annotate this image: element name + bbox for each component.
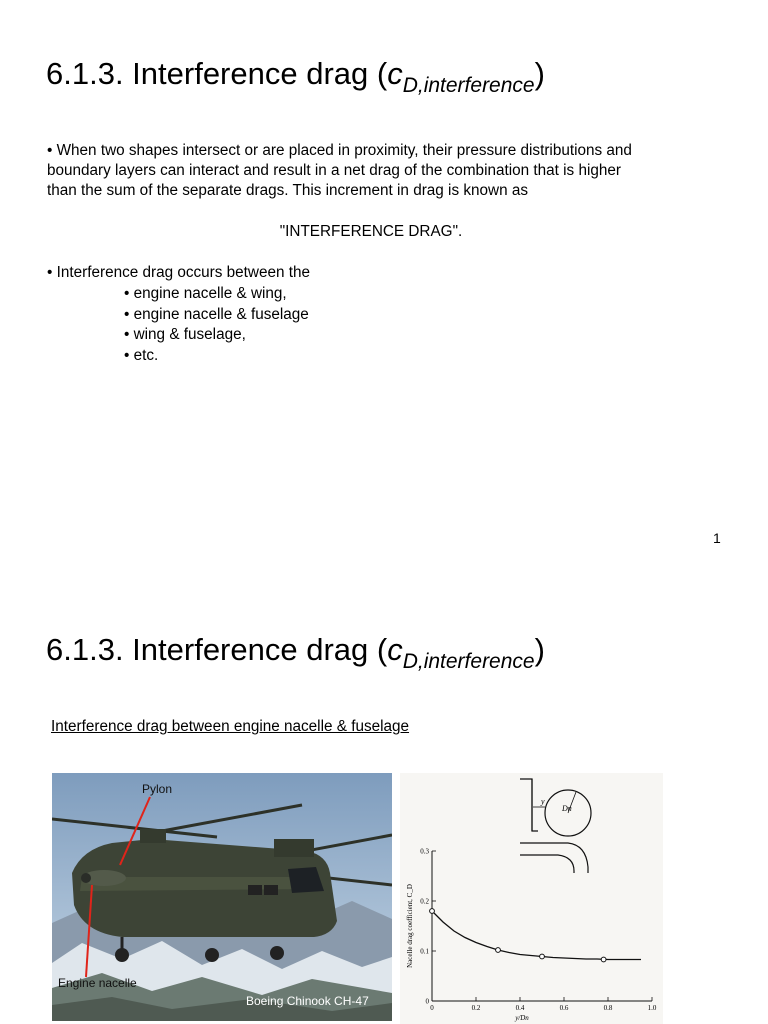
series-line: [432, 911, 641, 960]
title-suffix: ): [534, 56, 545, 91]
intro-line-3: than the sum of the separate drags. This increment in drag is known as: [47, 182, 528, 199]
y-tick-label: 0.2: [420, 897, 429, 906]
list-item: • engine nacelle & wing,: [124, 285, 287, 302]
x-tick-label: 0.2: [471, 1004, 481, 1012]
y-tick-label: 0.3: [420, 847, 429, 856]
x-axis-label: y/Dn: [515, 1014, 529, 1022]
interference-list: [124, 284, 309, 366]
title-subscript: D,interference: [402, 650, 535, 673]
chart-axes: [432, 851, 652, 1001]
nacelle-diagram: [520, 779, 591, 873]
intro-line-2: boundary layers can interact and result in a net drag of the combination that is higher: [47, 162, 621, 179]
y-axis-label: Nacelle drag coefficient, C_D: [406, 884, 414, 968]
data-point: [430, 909, 435, 914]
title-suffix: ): [534, 632, 545, 667]
nacelle-label: Engine nacelle: [58, 976, 137, 990]
page-number: 1: [713, 530, 721, 546]
y-tick-label: 0: [425, 997, 429, 1006]
diameter-label: Dn: [562, 804, 572, 813]
gap-label: y: [541, 797, 545, 806]
figure-caption: Interference drag between engine nacelle & fuselage: [51, 718, 410, 735]
list-item: • engine nacelle & fuselage: [124, 305, 309, 323]
pylon-label: Pylon: [142, 782, 173, 796]
x-tick-label: 0.6: [559, 1004, 569, 1012]
data-point: [601, 957, 606, 962]
slide-title: [46, 56, 545, 97]
x-tick-label: 1.0: [647, 1004, 657, 1012]
intro-line-1: • When two shapes intersect or are placed in proximity, their pressure distributions and: [47, 142, 632, 159]
emphasis-text: "INTERFERENCE DRAG".: [279, 223, 463, 240]
data-point: [496, 948, 501, 953]
title-subscript: D,interference: [402, 74, 535, 97]
title-symbol: c: [387, 56, 403, 91]
list-item: • etc.: [124, 346, 159, 364]
title-prefix: 6.1.3. Interference drag (: [46, 56, 388, 91]
y-tick-label: 0.1: [420, 947, 429, 956]
x-tick-label: 0.4: [515, 1004, 525, 1012]
chart-ticks: [420, 848, 657, 1013]
x-tick-label: 0.8: [603, 1004, 613, 1012]
aircraft-label: Boeing Chinook CH-47: [246, 994, 369, 1008]
x-tick-label: 0: [430, 1004, 434, 1012]
title-symbol: c: [387, 632, 403, 667]
helicopter-photo: [52, 773, 392, 1021]
data-point: [540, 954, 545, 959]
slide-title: [46, 632, 545, 673]
list-item: • wing & fuselage,: [124, 326, 246, 343]
nacelle-drag-chart: [400, 773, 663, 1024]
occurs-between-text: • Interference drag occurs between the: [47, 264, 311, 281]
intro-paragraph: [47, 141, 717, 201]
title-prefix: 6.1.3. Interference drag (: [46, 632, 388, 667]
